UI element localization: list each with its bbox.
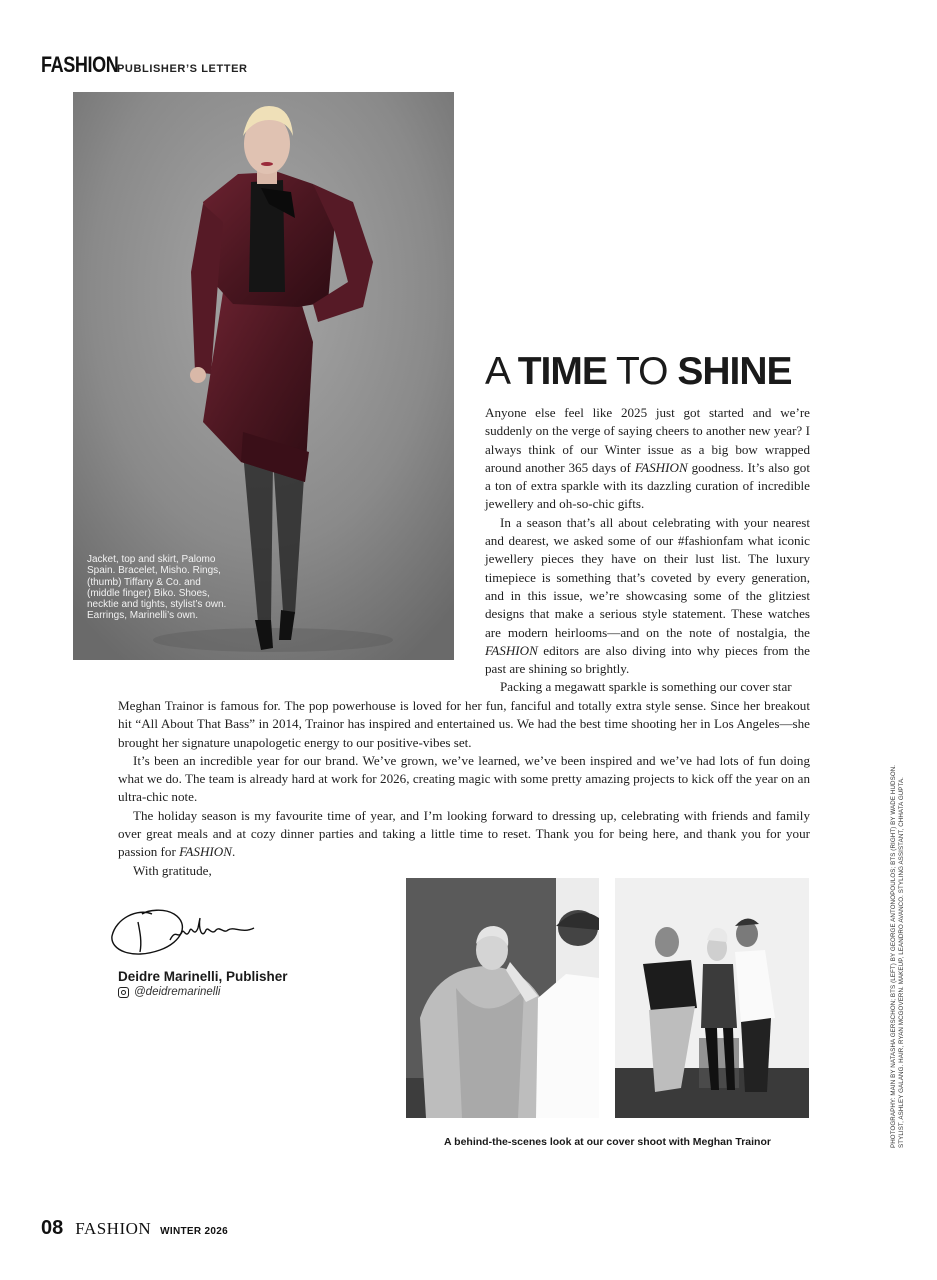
paragraph-3-end: Meghan Trainor is famous for. The pop powerhouse is loved for her fun, fanciful and totally extra style sense. Since her breakout hit “All About That Bass” in 2014, Trainor has inspired and entertained us. We had the best time shooting her in Los Angeles—she brought her signature unapologetic energy to our positive-vibes set. bbox=[118, 698, 810, 750]
section-subtitle: PUBLISHER’S LETTER bbox=[117, 63, 248, 75]
paragraph-3-start: Packing a megawatt sparkle is something our cover star bbox=[500, 679, 792, 695]
bts-left-illustration bbox=[406, 878, 599, 1118]
instagram-icon bbox=[118, 987, 129, 998]
bts-right-illustration bbox=[615, 878, 809, 1118]
article-column bbox=[485, 404, 810, 697]
paragraph-5: The holiday season is my favourite time of year, and I’m looking forward to dressing up, celebrating with friends and family over great meals and at cozy dinner parties and taking a little time to reset. Thank you for being here, and thank you for your passion for FASHION. bbox=[118, 807, 810, 860]
handle-text: @deidremarinelli bbox=[134, 986, 221, 998]
closing-line: With gratitude, bbox=[133, 862, 212, 878]
page-number: 08 bbox=[41, 1217, 64, 1239]
bts-photo-left bbox=[406, 878, 599, 1118]
page-footer bbox=[41, 1217, 228, 1240]
publisher-name: Deidre Marinelli, Publisher bbox=[118, 969, 288, 984]
photo-credits-vertical bbox=[890, 728, 905, 1148]
headline-shine: SHINE bbox=[677, 350, 792, 393]
headline-to: TO bbox=[616, 350, 668, 393]
headline bbox=[485, 350, 792, 394]
footer-issue: WINTER 2026 bbox=[160, 1226, 228, 1237]
paragraph-2: In a season that’s all about celebrating with your nearest and dearest, we asked some of our #fashionfam what iconic jewellery pieces they have on their lust list. The luxury timepiece is something that’s coveted by every generation, and in this issue, we’re showcasing some of the glitziest designs that make a serious style statement. These watches are modern heirlooms—and on the note of nostalgia, the FASHION editors are also diving into why pieces from the past are shining so brightly. bbox=[485, 514, 810, 677]
bts-photo-right bbox=[615, 878, 809, 1118]
credit-line-1: PHOTOGRAPHY: MAIN BY NATASHA GERSCHON; BTS (LEFT) BY GEORGE ANTONOPOULOS; BTS (RIGHT) BY WADE HUDSON. bbox=[890, 764, 897, 1148]
paragraph-1: Anyone else feel like 2025 just got started and we’re suddenly on the verge of saying cheers to another new year? I always think of our Winter issue as a big bow wrapped around another 365 days of FASHION goodness. It’s also got a ton of extra sparkle with its dazzling curation of incredible jewellery and oh-so-chic gifts. bbox=[485, 405, 810, 512]
bts-caption: A behind-the-scenes look at our cover shoot with Meghan Trainor bbox=[444, 1136, 771, 1148]
signature bbox=[108, 900, 258, 967]
headline-time: TIME bbox=[517, 350, 607, 393]
footer-brand: FASHION bbox=[75, 1219, 152, 1238]
credit-line-2: STYLIST, ASHLEY GALANG. HAIR, RYAN MCGOVERN. MAKEUP, LEANDRO AVANCO. STYLING ASSISTANT, CHHATA GUPTA. bbox=[897, 777, 905, 1148]
publisher-handle[interactable] bbox=[118, 986, 220, 998]
paragraph-4: It’s been an incredible year for our brand. We’ve grown, we’ve learned, we’ve been inspired and we’ve had lots of fun doing what we do. The team is already hard at work for 2026, creating magic with some pretty amazing projects to kick off the year on an ultra-chic note. bbox=[118, 752, 810, 805]
page-header bbox=[41, 52, 248, 78]
main-photo bbox=[73, 92, 454, 660]
signature-drawing bbox=[108, 900, 258, 962]
photo-credit: Jacket, top and skirt, Palomo Spain. Bracelet, Misho. Rings, (thumb) Tiffany & Co. and (middle finger) Biko. Shoes, necktie and tights, stylist’s own. Earrings, Marinelli’s own. bbox=[87, 554, 227, 622]
section-name: FASHION bbox=[41, 52, 119, 77]
headline-a: A bbox=[485, 350, 508, 393]
article-wide bbox=[118, 697, 810, 880]
